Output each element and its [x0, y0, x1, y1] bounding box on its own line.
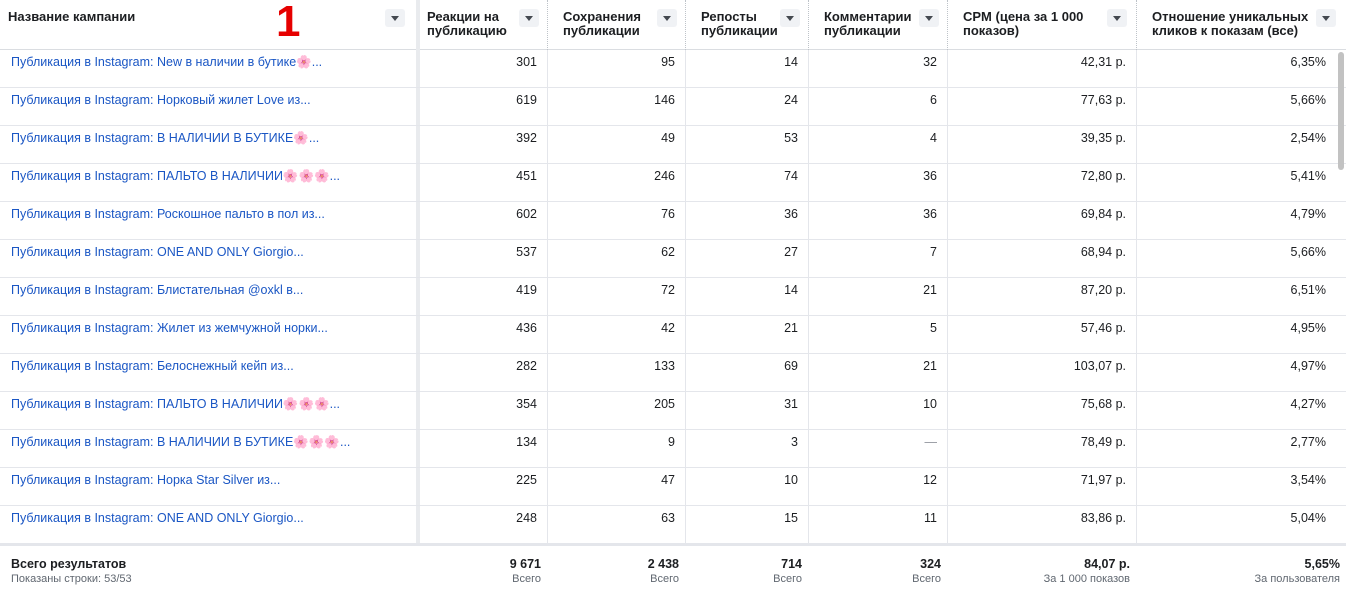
- total-saves: 2 438: [647, 557, 679, 571]
- campaign-name-link[interactable]: Публикация в Instagram: Блистательная @oxkl в...: [11, 283, 304, 297]
- totals-label-cell: [0, 546, 416, 594]
- cell-reactions: 134: [516, 435, 537, 449]
- cell-comments: 36: [923, 169, 937, 183]
- column-resize-handle[interactable]: [547, 0, 548, 50]
- cell-unique-ctr: 3,54%: [1290, 473, 1326, 487]
- total-comments-cell: [809, 546, 947, 594]
- total-comments-caption: Всего: [912, 573, 941, 585]
- cell-cpm: 57,46 р.: [1080, 321, 1126, 335]
- cell-unique-ctr: 2,77%: [1290, 435, 1326, 449]
- column-header-comments[interactable]: [816, 0, 947, 50]
- dropdown-caret-icon[interactable]: [919, 9, 939, 27]
- total-saves-caption: Всего: [650, 573, 679, 585]
- column-resize-handle[interactable]: [1136, 0, 1137, 50]
- cell-reactions: 301: [516, 55, 537, 69]
- dropdown-caret-icon[interactable]: [385, 9, 405, 27]
- cell-shares: 36: [784, 207, 798, 221]
- column-header-shares[interactable]: [693, 0, 808, 50]
- column-resize-handle[interactable]: [808, 0, 809, 50]
- cell-shares: 24: [784, 93, 798, 107]
- column-resize-handle[interactable]: [947, 0, 948, 50]
- total-shares-caption: Всего: [773, 573, 802, 585]
- campaign-name-link[interactable]: Публикация в Instagram: Норковый жилет Love из...: [11, 93, 311, 107]
- table-row: [0, 278, 1346, 316]
- cell-shares: 21: [784, 321, 798, 335]
- column-divider: [685, 50, 686, 594]
- total-unique-ctr-caption: За пользователя: [1254, 573, 1340, 585]
- cell-comments: —: [924, 435, 937, 449]
- cell-reactions: 419: [516, 283, 537, 297]
- total-saves-cell: [548, 546, 685, 594]
- table-row: [0, 506, 1346, 544]
- table-row: [0, 202, 1346, 240]
- cell-unique-ctr: 5,41%: [1290, 169, 1326, 183]
- campaign-name-link[interactable]: Публикация в Instagram: ONE AND ONLY Giorgio...: [11, 511, 304, 525]
- dropdown-caret-icon[interactable]: [1316, 9, 1336, 27]
- cell-shares: 27: [784, 245, 798, 259]
- dropdown-caret-icon[interactable]: [1107, 9, 1127, 27]
- total-shares: 714: [781, 557, 802, 571]
- cell-reactions: 392: [516, 131, 537, 145]
- table-row: [0, 316, 1346, 354]
- cell-cpm: 71,97 р.: [1080, 473, 1126, 487]
- cell-saves: 42: [661, 321, 675, 335]
- column-header-label: Реакции на публикацию: [427, 9, 507, 38]
- total-comments: 324: [920, 557, 941, 571]
- cell-unique-ctr: 5,66%: [1290, 245, 1326, 259]
- column-divider: [947, 50, 948, 594]
- cell-reactions: 225: [516, 473, 537, 487]
- cell-unique-ctr: 5,66%: [1290, 93, 1326, 107]
- cell-saves: 62: [661, 245, 675, 259]
- table-row: [0, 126, 1346, 164]
- rows-shown-count: Показаны строки: 53/53: [11, 573, 132, 585]
- cell-reactions: 537: [516, 245, 537, 259]
- cell-saves: 205: [654, 397, 675, 411]
- table-row: [0, 468, 1346, 506]
- cell-comments: 11: [924, 511, 937, 525]
- cell-saves: 146: [654, 93, 675, 107]
- campaign-name-link[interactable]: Публикация в Instagram: ПАЛЬТО В НАЛИЧИИ🌸🌸🌸...: [11, 397, 341, 411]
- cell-cpm: 78,49 р.: [1080, 435, 1126, 449]
- campaign-name-link[interactable]: Публикация в Instagram: New в наличии в бутике🌸...: [11, 55, 323, 69]
- campaign-name-link[interactable]: Публикация в Instagram: Жилет из жемчужной норки...: [11, 321, 328, 335]
- cell-unique-ctr: 2,54%: [1290, 131, 1326, 145]
- cell-comments: 36: [923, 207, 937, 221]
- cell-saves: 47: [661, 473, 675, 487]
- totals-label: Всего результатов: [11, 557, 127, 571]
- cell-unique-ctr: 4,95%: [1290, 321, 1326, 335]
- column-header-reactions[interactable]: [419, 0, 547, 50]
- column-header-label: Название кампании: [8, 9, 136, 24]
- campaign-name-link[interactable]: Публикация в Instagram: Белоснежный кейп из...: [11, 359, 294, 373]
- table-row: [0, 392, 1346, 430]
- cell-cpm: 87,20 р.: [1080, 283, 1126, 297]
- cell-reactions: 451: [516, 169, 537, 183]
- cell-saves: 76: [661, 207, 675, 221]
- cell-unique-ctr: 4,79%: [1290, 207, 1326, 221]
- cell-cpm: 69,84 р.: [1080, 207, 1126, 221]
- total-reactions-cell: [420, 546, 547, 594]
- table-row: [0, 240, 1346, 278]
- column-divider: [1136, 50, 1137, 594]
- cell-comments: 12: [923, 473, 937, 487]
- cell-reactions: 436: [516, 321, 537, 335]
- cell-comments: 6: [930, 93, 937, 107]
- column-header-label: Сохранения публикации: [563, 9, 641, 38]
- cell-saves: 133: [654, 359, 675, 373]
- campaign-name-link[interactable]: Публикация в Instagram: Норка Star Silver из...: [11, 473, 281, 487]
- cell-reactions: 619: [516, 93, 537, 107]
- dropdown-caret-icon[interactable]: [780, 9, 800, 27]
- column-header-cpm[interactable]: [955, 0, 1135, 50]
- total-cpm: 84,07 р.: [1084, 557, 1130, 571]
- campaign-name-link[interactable]: Публикация в Instagram: В НАЛИЧИИ В БУТИКЕ🌸...: [11, 131, 320, 145]
- total-unique-ctr-cell: [1137, 546, 1346, 594]
- total-reactions-caption: Всего: [512, 573, 541, 585]
- cell-saves: 72: [661, 283, 675, 297]
- cell-shares: 74: [784, 169, 798, 183]
- cell-unique-ctr: 5,04%: [1290, 511, 1326, 525]
- scrollbar-thumb[interactable]: [1338, 52, 1344, 170]
- cell-shares: 31: [784, 397, 798, 411]
- cell-cpm: 83,86 р.: [1080, 511, 1126, 525]
- total-unique-ctr: 5,65%: [1304, 557, 1340, 571]
- cell-shares: 14: [784, 283, 798, 297]
- column-divider: [547, 50, 548, 594]
- total-cpm-cell: [948, 546, 1136, 594]
- cell-saves: 95: [661, 55, 675, 69]
- cell-unique-ctr: 4,27%: [1290, 397, 1326, 411]
- campaign-name-link[interactable]: Публикация в Instagram: ПАЛЬТО В НАЛИЧИИ🌸🌸🌸...: [11, 169, 341, 183]
- cell-comments: 32: [923, 55, 937, 69]
- table-row: [0, 50, 1346, 88]
- cell-shares: 53: [784, 131, 798, 145]
- cell-cpm: 68,94 р.: [1080, 245, 1126, 259]
- cell-reactions: 248: [516, 511, 537, 525]
- cell-saves: 9: [668, 435, 675, 449]
- table-row: [0, 354, 1346, 392]
- cell-saves: 246: [654, 169, 675, 183]
- total-cpm-caption: За 1 000 показов: [1043, 573, 1130, 585]
- cell-cpm: 42,31 р.: [1080, 55, 1126, 69]
- column-header-label: Комментарии публикации: [824, 9, 912, 38]
- column-header-unique-ctr[interactable]: [1144, 0, 1344, 50]
- cell-cpm: 39,35 р.: [1080, 131, 1126, 145]
- cell-cpm: 77,63 р.: [1080, 93, 1126, 107]
- cell-saves: 49: [661, 131, 675, 145]
- total-shares-cell: [686, 546, 808, 594]
- cell-reactions: 354: [516, 397, 537, 411]
- cell-comments: 21: [923, 283, 937, 297]
- annotation-number: 1: [276, 0, 301, 46]
- table-row: [0, 430, 1346, 468]
- total-reactions: 9 671: [509, 557, 541, 571]
- cell-unique-ctr: 6,35%: [1290, 55, 1326, 69]
- cell-cpm: 72,80 р.: [1080, 169, 1126, 183]
- vertical-scrollbar[interactable]: [1336, 50, 1346, 544]
- cell-shares: 3: [791, 435, 798, 449]
- cell-comments: 5: [930, 321, 937, 335]
- dropdown-caret-icon[interactable]: [657, 9, 677, 27]
- cell-unique-ctr: 4,97%: [1290, 359, 1326, 373]
- cell-comments: 4: [930, 131, 937, 145]
- cell-comments: 21: [923, 359, 937, 373]
- cell-reactions: 602: [516, 207, 537, 221]
- cell-comments: 7: [930, 245, 937, 259]
- cell-shares: 14: [784, 55, 798, 69]
- cell-saves: 63: [661, 511, 675, 525]
- cell-comments: 10: [923, 397, 937, 411]
- cell-reactions: 282: [516, 359, 537, 373]
- column-header-label: CPM (цена за 1 000 показов): [963, 9, 1084, 38]
- cell-cpm: 75,68 р.: [1080, 397, 1126, 411]
- campaign-name-link[interactable]: Публикация в Instagram: Роскошное пальто в пол из...: [11, 207, 325, 221]
- cell-shares: 10: [784, 473, 798, 487]
- column-header-saves[interactable]: [555, 0, 685, 50]
- cell-shares: 69: [784, 359, 798, 373]
- table-row: [0, 88, 1346, 126]
- column-resize-handle[interactable]: [685, 0, 686, 50]
- cell-unique-ctr: 6,51%: [1290, 283, 1326, 297]
- column-divider: [808, 50, 809, 594]
- campaign-name-link[interactable]: Публикация в Instagram: В НАЛИЧИИ В БУТИКЕ🌸🌸🌸...: [11, 435, 351, 449]
- cell-shares: 15: [784, 511, 798, 525]
- dropdown-caret-icon[interactable]: [519, 9, 539, 27]
- campaign-name-link[interactable]: Публикация в Instagram: ONE AND ONLY Giorgio...: [11, 245, 304, 259]
- cell-cpm: 103,07 р.: [1073, 359, 1126, 373]
- column-header-label: Отношение уникальных кликов к показам (все): [1152, 9, 1309, 38]
- table-row: [0, 164, 1346, 202]
- column-header-label: Репосты публикации: [701, 9, 778, 38]
- table-header: [0, 0, 1346, 50]
- column-header-campaign-name[interactable]: [0, 0, 416, 50]
- totals-row: [0, 543, 1346, 594]
